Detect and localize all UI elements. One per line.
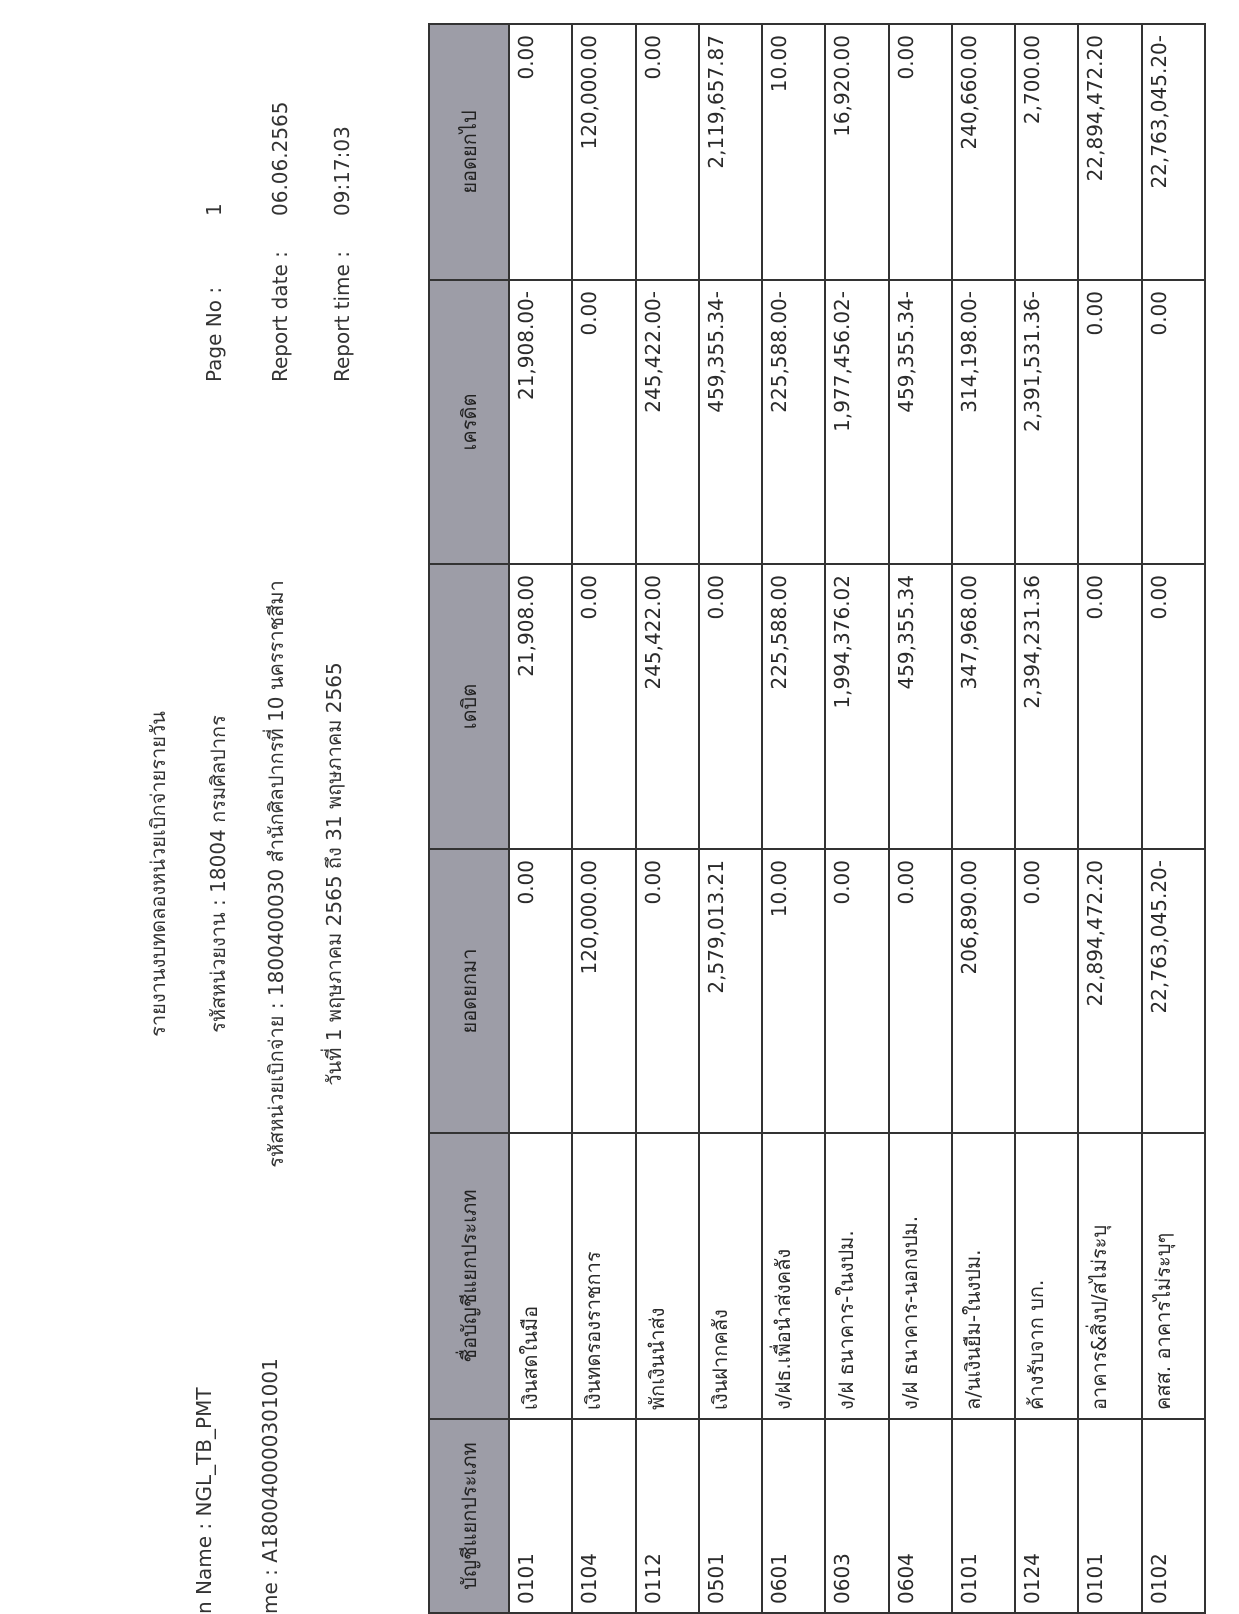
- credit-cell: [1078, 280, 1141, 564]
- account-code-cell: [699, 1419, 762, 1613]
- account-name-cell: [762, 1133, 825, 1419]
- account-name-cell-value: พักเงินนำส่ง: [644, 1307, 669, 1410]
- account-name-cell: [636, 1133, 699, 1419]
- debit-cell: [572, 564, 635, 849]
- report-title: รายงานงบทดลองหน่วยเบิกจ่ายรายวัน: [146, 711, 170, 1037]
- carried-forward-cell-value: 0.00: [893, 35, 918, 80]
- credit-cell-value: 314,198.00-: [956, 291, 981, 413]
- brought-forward-cell-value: 2,579,013.21: [703, 860, 728, 994]
- debit-cell: [1142, 564, 1205, 849]
- account-name-cell-value: ค้างรับจาก บก.: [1024, 1279, 1049, 1410]
- debit-cell: [509, 564, 572, 849]
- account-code-cell-value: 0112: [640, 1553, 665, 1604]
- brought-forward-cell-value: 22,763,045.20-: [1146, 860, 1171, 1014]
- col-header-debit: เดบิต: [429, 564, 509, 849]
- report-date-value: 06.06.2565: [268, 101, 292, 216]
- carried-forward-cell: [699, 24, 762, 280]
- carried-forward-cell-value: 16,920.00: [830, 35, 855, 137]
- account-name-cell-value: เงินทดรองราชการ: [581, 1251, 606, 1410]
- debit-cell: [1078, 564, 1141, 849]
- account-code-cell: [1015, 1419, 1078, 1613]
- carried-forward-cell-value: 240,660.00: [956, 35, 981, 150]
- account-code-cell: [952, 1419, 1015, 1613]
- credit-cell-value: 225,588.00-: [767, 291, 792, 413]
- credit-cell: [636, 280, 699, 564]
- table-row: [1078, 24, 1141, 1613]
- brought-forward-cell-value: 206,890.00: [956, 860, 981, 975]
- account-name-cell-value: ล/นเงินยืม-ในงปม.: [960, 1249, 985, 1410]
- carried-forward-cell-value: 0.00: [514, 35, 538, 80]
- account-code-cell-value: 0501: [703, 1553, 728, 1604]
- carried-forward-cell: [1142, 24, 1205, 280]
- debit-cell-value: 0.00: [703, 575, 728, 620]
- debit-cell-value: 21,908.00: [514, 575, 538, 677]
- brought-forward-cell-value: 0.00: [640, 860, 665, 905]
- brought-forward-cell: [1078, 849, 1141, 1133]
- col-header-carried-forward: ยอดยกไป: [429, 24, 509, 280]
- debit-cell-value: 459,355.34: [893, 575, 918, 690]
- account-name-cell: [509, 1133, 572, 1419]
- debit-cell-value: 0.00: [1146, 575, 1171, 620]
- credit-cell: [952, 280, 1015, 564]
- debit-cell-value: 0.00: [1083, 575, 1108, 620]
- account-name-cell-value: ง/ฝ ธนาคาร-ในงปม.: [834, 1230, 859, 1410]
- credit-cell: [509, 280, 572, 564]
- account-code-cell-value: 0604: [893, 1553, 918, 1604]
- carried-forward-cell: [762, 24, 825, 280]
- brought-forward-cell: [572, 849, 635, 1133]
- account-code-cell: [1078, 1419, 1141, 1613]
- account-code-cell-value: 0101: [956, 1553, 981, 1604]
- brought-forward-cell: [1142, 849, 1205, 1133]
- credit-cell: [889, 280, 952, 564]
- debit-cell: [1015, 564, 1078, 849]
- page-no-label: Page No :: [202, 286, 226, 382]
- carried-forward-cell: [636, 24, 699, 280]
- account-name-cell-value: เงินฝากคลัง: [707, 1309, 732, 1410]
- carried-forward-cell-value: 22,894,472.20: [1083, 35, 1108, 182]
- table-row: [762, 24, 825, 1613]
- brought-forward-cell-value: 22,894,472.20: [1083, 860, 1108, 1007]
- user-name: me : A180040000301001: [258, 1358, 282, 1614]
- table-body: [509, 24, 1205, 1613]
- credit-cell-value: 245,422.00-: [640, 291, 665, 413]
- debit-cell: [889, 564, 952, 849]
- debit-cell-value: 2,394,231.36: [1020, 575, 1045, 709]
- col-header-brought-forward: ยอดยกมา: [429, 849, 509, 1133]
- trial-balance-table: [428, 23, 1206, 1614]
- account-code-cell-value: 0601: [767, 1553, 792, 1604]
- credit-cell: [1142, 280, 1205, 564]
- credit-cell-value: 1,977,456.02-: [830, 291, 855, 432]
- account-name-cell: [1142, 1133, 1205, 1419]
- brought-forward-cell: [699, 849, 762, 1133]
- carried-forward-cell-value: 0.00: [640, 35, 665, 80]
- report-time-value: 09:17:03: [330, 126, 354, 216]
- page-no-value: 1: [202, 203, 226, 216]
- carried-forward-cell-value: 2,119,657.87: [703, 35, 728, 169]
- debit-cell-value: 347,968.00: [956, 575, 981, 690]
- debit-cell-value: 245,422.00: [640, 575, 665, 690]
- brought-forward-cell-value: 0.00: [514, 860, 538, 905]
- credit-cell: [699, 280, 762, 564]
- account-name-cell: [1015, 1133, 1078, 1419]
- table-row: [509, 24, 572, 1613]
- brought-forward-cell-value: 0.00: [830, 860, 855, 905]
- brought-forward-cell-value: 120,000.00: [577, 860, 602, 975]
- carried-forward-cell: [572, 24, 635, 280]
- account-code-cell-value: 0101: [1083, 1553, 1108, 1604]
- brought-forward-cell-value: 0.00: [893, 860, 918, 905]
- credit-cell-value: 21,908.00-: [514, 291, 538, 401]
- report-period: วันที่ 1 พฤษภาคม 2565 ถึง 31 พฤษภาคม 2565: [322, 662, 346, 1086]
- account-name-cell-value: อาคาร&สิ่งป/สไม่ระบุ: [1087, 1224, 1112, 1410]
- carried-forward-cell: [889, 24, 952, 280]
- account-code-cell-value: 0102: [1146, 1553, 1171, 1604]
- account-name-cell-value: เงินสดในมือ: [518, 1305, 542, 1410]
- carried-forward-cell-value: 2,700.00: [1020, 35, 1045, 125]
- account-code-cell: [825, 1419, 888, 1613]
- report-date-label: Report date :: [268, 251, 292, 382]
- carried-forward-cell: [1015, 24, 1078, 280]
- account-name-cell: [952, 1133, 1015, 1419]
- debit-cell: [636, 564, 699, 849]
- program-name: n Name : NGL_TB_PMT: [192, 1387, 216, 1614]
- credit-cell-value: 2,391,531.36-: [1020, 291, 1045, 432]
- credit-cell-value: 459,355.34-: [893, 291, 918, 413]
- report-time-label: Report time :: [330, 251, 354, 382]
- brought-forward-cell: [762, 849, 825, 1133]
- credit-cell: [1015, 280, 1078, 564]
- brought-forward-cell-value: 10.00: [767, 860, 792, 918]
- account-code-cell: [762, 1419, 825, 1613]
- carried-forward-cell: [509, 24, 572, 280]
- account-code-cell-value: 0101: [514, 1553, 538, 1604]
- credit-cell: [762, 280, 825, 564]
- debit-cell: [762, 564, 825, 849]
- account-name-cell: [889, 1133, 952, 1419]
- table-row: [952, 24, 1015, 1613]
- account-code-cell: [636, 1419, 699, 1613]
- credit-cell-value: 0.00: [577, 291, 602, 336]
- brought-forward-cell: [509, 849, 572, 1133]
- brought-forward-cell-value: 0.00: [1020, 860, 1045, 905]
- table-row: [636, 24, 699, 1613]
- carried-forward-cell: [825, 24, 888, 280]
- table-row: [889, 24, 952, 1613]
- debit-cell: [825, 564, 888, 849]
- credit-cell-value: 0.00: [1146, 291, 1171, 336]
- carried-forward-cell: [952, 24, 1015, 280]
- debit-cell: [699, 564, 762, 849]
- account-code-cell: [1142, 1419, 1205, 1613]
- table-header-row: [429, 24, 509, 1613]
- account-code-cell-value: 0603: [830, 1553, 855, 1604]
- account-code-cell-value: 0104: [577, 1553, 602, 1604]
- debit-cell-value: 1,994,376.02: [830, 575, 855, 709]
- account-name-cell: [1078, 1133, 1141, 1419]
- carried-forward-cell: [1078, 24, 1141, 280]
- table-row: [825, 24, 888, 1613]
- carried-forward-cell-value: 22,763,045.20-: [1146, 35, 1171, 189]
- account-code-cell-value: 0124: [1020, 1553, 1045, 1604]
- brought-forward-cell: [636, 849, 699, 1133]
- account-code-cell: [889, 1419, 952, 1613]
- brought-forward-cell: [889, 849, 952, 1133]
- col-header-credit: เครดิต: [429, 280, 509, 564]
- col-header-account-code: บัญชีแยกประเภท: [429, 1419, 509, 1613]
- table-row: [1015, 24, 1078, 1613]
- agency-code: รหัสหน่วยงาน : 18004 กรมศิลปากร: [206, 715, 230, 1033]
- account-name-cell: [699, 1133, 762, 1419]
- account-name-cell-value: ง/ฝ ธนาคาร-นอกงปม.: [897, 1215, 922, 1410]
- account-name-cell: [572, 1133, 635, 1419]
- table-row: [572, 24, 635, 1613]
- brought-forward-cell: [825, 849, 888, 1133]
- brought-forward-cell: [1015, 849, 1078, 1133]
- credit-cell: [825, 280, 888, 564]
- account-name-cell-value: คสส. อาคารไม่ระบุๆ: [1150, 1232, 1175, 1410]
- disbursing-unit-code: รหัสหน่วยเบิกจ่าย : 1800400030 สำนักศิลปากรที่ 10 นครราชสีมา: [264, 580, 288, 1168]
- account-code-cell: [509, 1419, 572, 1613]
- debit-cell-value: 225,588.00: [767, 575, 792, 690]
- col-header-account-name: ชื่อบัญชีแยกประเภท: [429, 1133, 509, 1419]
- account-code-cell: [572, 1419, 635, 1613]
- carried-forward-cell-value: 10.00: [767, 35, 792, 93]
- carried-forward-cell-value: 120,000.00: [577, 35, 602, 150]
- table-row: [1142, 24, 1205, 1613]
- credit-cell-value: 0.00: [1083, 291, 1108, 336]
- brought-forward-cell: [952, 849, 1015, 1133]
- account-name-cell: [825, 1133, 888, 1419]
- account-name-cell-value: ง/ฝธ.เพื่อนำส่งคลัง: [771, 1248, 796, 1410]
- debit-cell-value: 0.00: [577, 575, 602, 620]
- credit-cell: [572, 280, 635, 564]
- debit-cell: [952, 564, 1015, 849]
- table-row: [699, 24, 762, 1613]
- credit-cell-value: 459,355.34-: [703, 291, 728, 413]
